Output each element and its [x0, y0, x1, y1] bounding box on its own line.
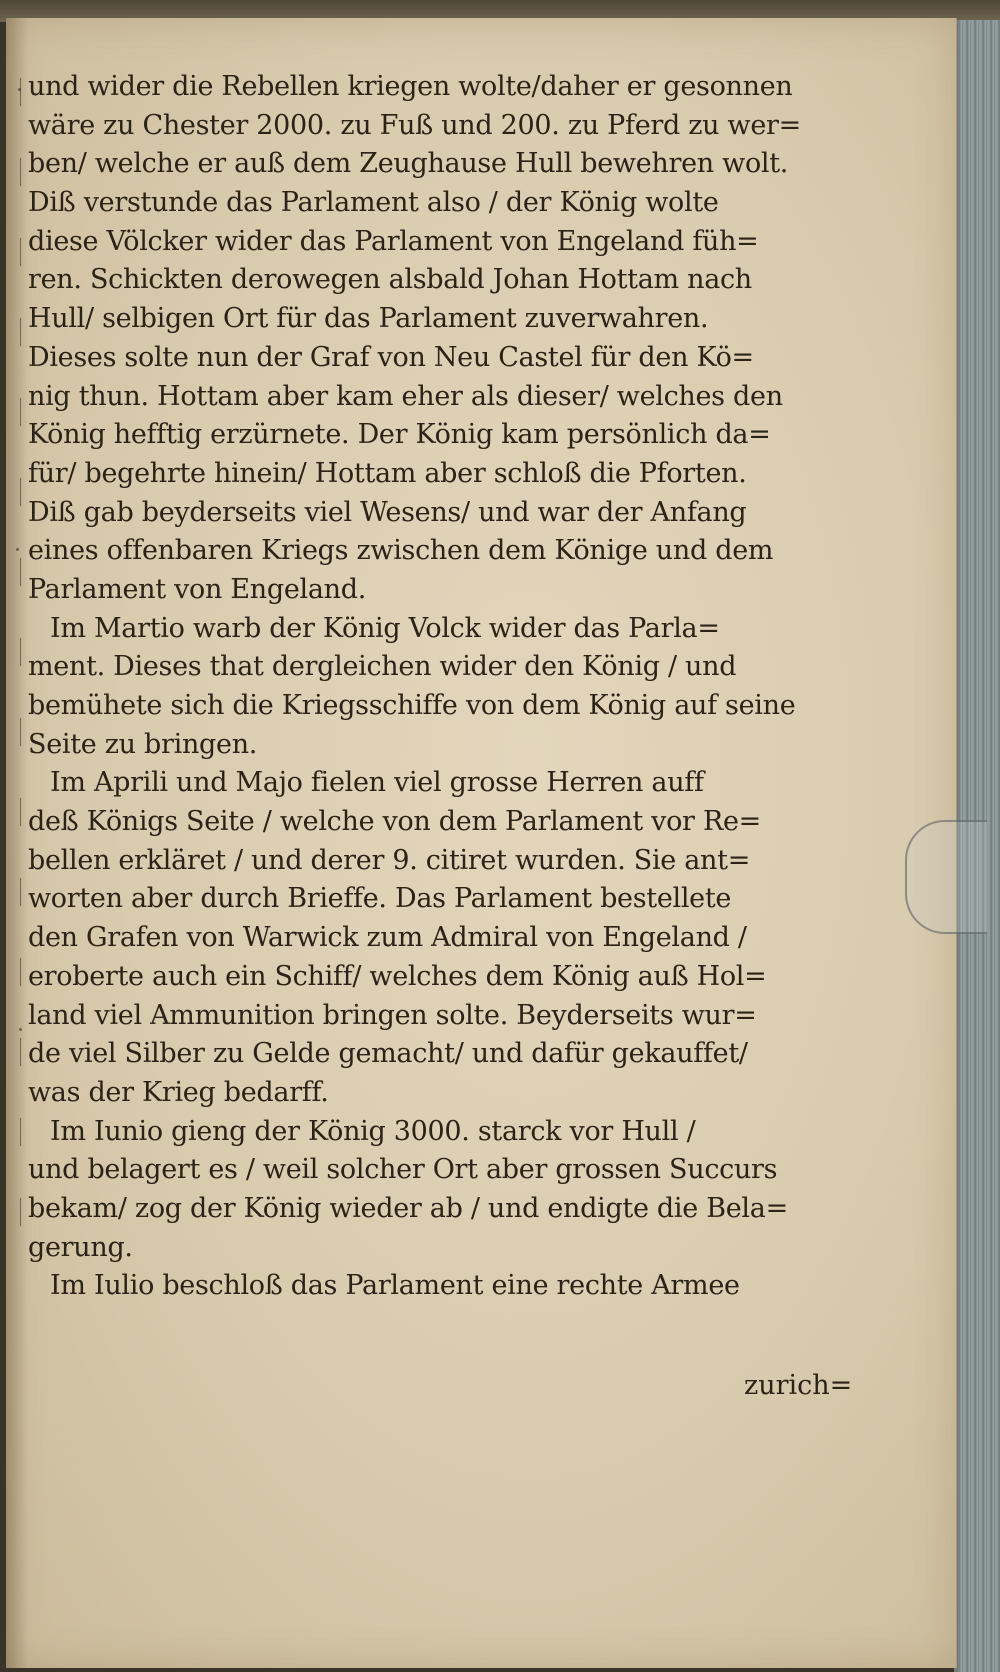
text-line: wäre zu Chester 2000. zu Fuß und 200. zu Pferd zu wer=	[28, 109, 801, 141]
ink-speck	[18, 88, 21, 91]
text-line: diese Völcker wider das Parlament von Engeland füh=	[28, 225, 759, 257]
page-fold-shadow	[6, 18, 28, 1668]
text-line: bekam/ zog der König wieder ab / und endigte die Bela=	[28, 1192, 788, 1224]
paragraph-start-line: Im Aprili und Majo fielen viel grosse Herren auff	[50, 767, 704, 799]
text-line: Seite zu bringen.	[28, 728, 258, 760]
text-line: eines offenbaren Kriegs zwischen dem Könige und dem	[28, 535, 774, 567]
catchword: zurich=	[744, 1370, 853, 1401]
paragraph-start-line: Im Iunio gieng der König 3000. starck vor Hull /	[50, 1115, 696, 1147]
body-text	[28, 68, 868, 1306]
text-line: Diß gab beyderseits viel Wesens/ und war der Anfang	[28, 496, 747, 528]
text-line: bemühete sich die Kriegsschiffe von dem König auf seine	[28, 690, 796, 721]
text-line: ment. Dieses that dergleichen wider den König / und	[28, 651, 737, 683]
text-line: Parlament von Engeland.	[28, 573, 367, 605]
text-line: gerung.	[28, 1231, 133, 1263]
text-line: König hefftig erzürnete. Der König kam persönlich da=	[28, 419, 771, 451]
text-line: land viel Ammunition bringen solte. Beyderseits wur=	[28, 999, 757, 1031]
paragraph-start-line: Im Martio warb der König Volck wider das Parla=	[50, 612, 720, 644]
text-line: worten aber durch Brieffe. Das Parlament bestellete	[28, 883, 732, 915]
text-line: ben/ welche er auß dem Zeughause Hull bewehren wolt.	[28, 148, 789, 180]
text-line: deß Königs Seite / welche von dem Parlament vor Re=	[28, 806, 761, 838]
text-line: ren. Schickten derowegen alsbald Johan Hottam nach	[28, 264, 752, 296]
text-line: Diß verstunde das Parlament also / der König wolte	[28, 187, 719, 219]
ink-speck	[19, 1028, 22, 1031]
text-line: und wider die Rebellen kriegen wolte/daher er gesonnen	[28, 71, 793, 102]
text-line: nig thun. Hottam aber kam eher als dieser/ welches den	[28, 380, 783, 412]
text-line: eroberte auch ein Schiff/ welches dem König auß Hol=	[28, 960, 767, 992]
text-line: und belagert es / weil solcher Ort aber grossen Succurs	[28, 1154, 778, 1186]
text-line: was der Krieg bedarff.	[28, 1076, 329, 1108]
text-line: bellen erkläret / und derer 9. citiret wurden. Sie ant=	[28, 844, 751, 876]
paragraph-start-line: Im Iulio beschloß das Parlament eine rechte Armee	[50, 1270, 740, 1302]
text-line: für/ begehrte hinein/ Hottam aber schloß die Pforten.	[28, 457, 747, 489]
margin-ink-marks	[20, 78, 21, 1258]
paper-clip	[905, 820, 987, 934]
text-line: Hull/ selbigen Ort für das Parlament zuverwahren.	[28, 303, 709, 335]
text-line: Dieses solte nun der Graf von Neu Castel für den Kö=	[28, 341, 754, 373]
text-line: de viel Silber zu Gelde gemacht/ und dafür gekauffet/	[28, 1038, 748, 1070]
ink-speck	[16, 548, 19, 551]
text-line: den Grafen von Warwick zum Admiral von Engeland /	[28, 922, 747, 954]
paper-page	[6, 18, 957, 1668]
